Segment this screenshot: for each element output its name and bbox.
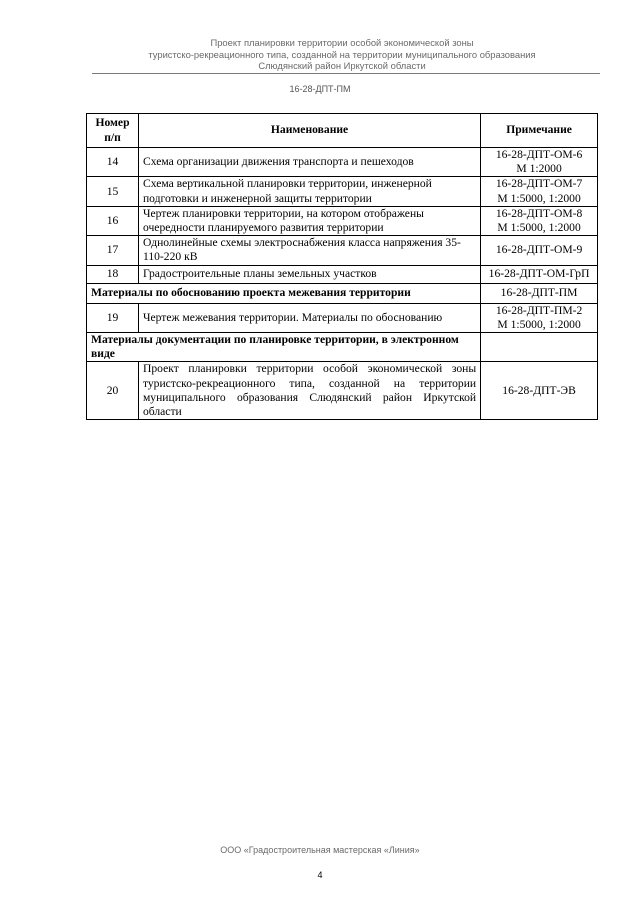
row-note: 16-28-ДПТ-ОМ-9 <box>481 236 598 265</box>
table-row <box>87 206 598 235</box>
row-name: Схема организации движения транспорта и пешеходов <box>138 148 480 177</box>
page-footer: ООО «Градостроительная мастерская «Линия» <box>220 845 420 855</box>
row-number: 15 <box>87 177 139 206</box>
row-number: 16 <box>87 206 139 235</box>
row-note-scale: М 1:5000, 1:2000 <box>497 221 581 235</box>
header-name: Наименование <box>138 114 480 148</box>
row-name: Чертеж межевания территории. Материалы по обоснованию <box>138 303 480 332</box>
row-note-code: 16-28-ДПТ-ОМ-7 <box>495 177 583 191</box>
row-name: Однолинейные схемы электроснабжения класса напряжения 35-110-220 кВ <box>138 236 480 265</box>
header-number: Номер п/п <box>87 114 139 148</box>
row-note-scale: М 1:5000, 1:2000 <box>497 317 581 331</box>
row-number: 18 <box>87 265 139 283</box>
row-number: 19 <box>87 303 139 332</box>
row-number: 20 <box>87 362 139 420</box>
table-row <box>87 265 598 283</box>
row-note <box>481 148 598 177</box>
section-row <box>87 333 598 362</box>
table-row <box>87 148 598 177</box>
section-title: Материалы документации по планировке территории, в электронном виде <box>87 333 481 362</box>
document-code: 16-28-ДПТ-ПМ <box>289 84 351 94</box>
row-note: 16-28-ДПТ-ОМ-ГрП <box>481 265 598 283</box>
row-note-code: 16-28-ДПТ-ПМ-2 <box>495 303 583 317</box>
row-note <box>481 177 598 206</box>
row-number: 17 <box>87 236 139 265</box>
header-line-3: Слюдянский район Иркутской области <box>258 60 426 71</box>
row-note <box>481 206 598 235</box>
table-row <box>87 177 598 206</box>
section-note: 16-28-ДПТ-ПМ <box>481 283 598 303</box>
row-note-code: 16-28-ДПТ-ОМ-8 <box>495 206 583 220</box>
header-divider <box>92 73 600 74</box>
drawings-registry-table <box>86 113 598 420</box>
table-row <box>87 303 598 332</box>
row-note-scale: М 1:2000 <box>516 162 562 176</box>
row-name: Проект планировки территории особой экономической зоны туристско-рекреационного типа, созданной на территории муниципального образования Слюдянский район Иркутской области <box>138 362 480 420</box>
row-number: 14 <box>87 148 139 177</box>
section-title: Материалы по обоснованию проекта межевания территории <box>87 283 481 303</box>
row-name: Чертеж планировки территории, на котором отображены очередности планируемого развития территории <box>138 206 480 235</box>
section-row <box>87 283 598 303</box>
table-row <box>87 236 598 265</box>
row-name: Схема вертикальной планировки территории, инженерной подготовки и инженерной защиты территории <box>138 177 480 206</box>
row-name: Градостроительные планы земельных участков <box>138 265 480 283</box>
table-header-row <box>87 114 598 148</box>
header-line-2: туристско-рекреационного типа, созданной на территории муниципального образования <box>148 48 536 60</box>
header-note: Примечание <box>481 114 598 148</box>
running-header <box>92 37 592 72</box>
row-note: 16-28-ДПТ-ЭВ <box>481 362 598 420</box>
page-number: 4 <box>317 870 323 880</box>
row-note-scale: М 1:5000, 1:2000 <box>497 191 581 205</box>
row-note <box>481 303 598 332</box>
table-row <box>87 362 598 420</box>
row-note-code: 16-28-ДПТ-ОМ-6 <box>495 148 583 161</box>
header-line-1: Проект планировки территории особой экономической зоны <box>210 37 474 48</box>
section-note <box>481 333 598 362</box>
